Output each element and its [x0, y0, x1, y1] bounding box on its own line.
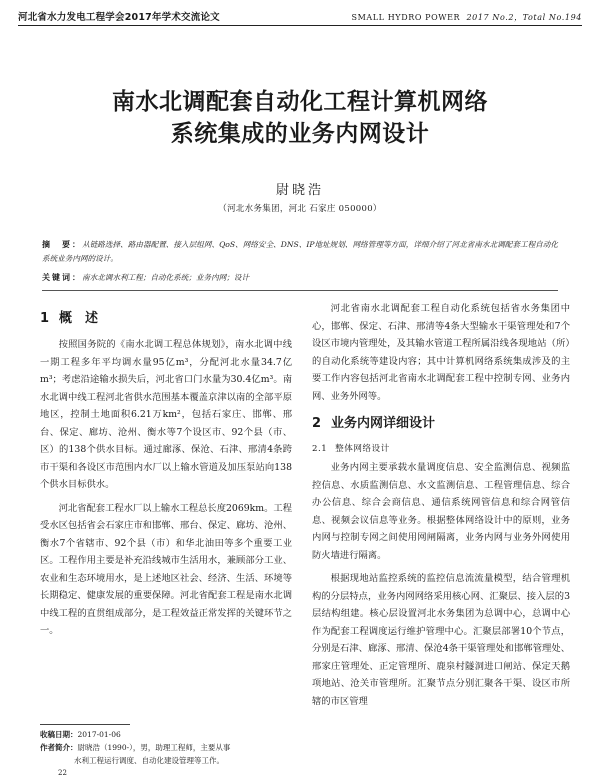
subsection-number: 2.1 [312, 444, 328, 454]
section-title: 概 述 [59, 311, 99, 326]
paragraph: 河北省南水北调配套工程自动化系统包括省水务集团中心，邯郸、保定、石津、邢清等4条大型输水干渠管理处和7个设区市境内管理处，及其输水管道工程所属沿线各现地站（所）的自动化系统等建设内容；其中计算机网络系统集成涉及的主要工作内容包括河北省南水北调配套工程中控制专网、业务内网、业务外网等。 [312, 303, 570, 402]
author-affiliation: （河北水务集团，河北 石家庄 050000） [218, 204, 382, 214]
abstract [42, 238, 558, 266]
subsection-title: 整体网络设计 [335, 444, 390, 454]
title-line-2: 系统集成的业务内网设计 [170, 121, 430, 147]
journal-issue: 2017 No.2，Total No.194 [466, 13, 582, 22]
author-bio-line-1: 尉晓浩（1990-），男，助理工程师，主要从事 [77, 743, 231, 752]
received-value: 2017-01-06 [77, 730, 121, 739]
received-date [40, 728, 298, 741]
page-number: 22 [58, 769, 67, 777]
author-bio [40, 741, 298, 754]
footnote [40, 728, 298, 767]
section-number: 1 [40, 311, 50, 326]
running-header [18, 10, 582, 26]
section-1-heading [40, 308, 292, 330]
journal-name: SMALL HYDRO POWER [351, 13, 461, 22]
left-column [40, 300, 292, 640]
paragraph: 按照国务院的《南水北调工程总体规划》，南水北调中线一期工程多年平均调水量95亿m³，分配河北水量34.7亿m³；考虑沿途输水损失后，河北省口门水量为30.4亿m³。南水北调中线工程河北省供水范围基本覆盖京津以南的全部平原地区，控制土地面积6.21万km²，包括石家庄、邯郸、邢台、保定、廊坊、沧州、衡水等7个设区市、92个县（市、区）的138个供水目标。通过廊涿、保沧、石津、邢清4条跨市干渠和各设区市范围内水厂以上输水管道及加压泵站向138个供水目标供水。 [40, 339, 292, 490]
paragraph: 根据现地站监控系统的监控信息流流量模型，结合管理机构的分层特点，业务内网网络采用核心网、汇聚层、接入层的3层结构组建。核心层设置河北水务集团为总调中心，总调中心作为配套工程调度运行维护管理中心。汇聚层部署10个节点，分别是石津、廊涿、邢清、保沧4条干渠管理处和邯郸管理处、邢家庄管理处、正定管理所、鹿泉村隧洞进口闸站、保定天鹅项地站、沧关市管理所。汇聚节点分别汇聚各干渠、设区市所辖的市区管理 [312, 573, 570, 707]
keywords [42, 271, 558, 285]
author-bio-line-2: 水利工程运行调度、自动化建设管理等工作。 [74, 756, 224, 765]
keywords-text: 南水北调水利工程；自动化系统；业务内网；设计 [82, 273, 250, 282]
paper-title [40, 86, 560, 150]
author-bio-label: 作者简介： [40, 743, 78, 752]
title-line-1: 南水北调配套自动化工程计算机网络 [112, 89, 488, 115]
abstract-divider [42, 290, 558, 291]
footnote-divider [40, 724, 130, 725]
section-2-heading [312, 413, 570, 435]
keywords-label: 关键词： [42, 273, 82, 282]
journal-header-left: 河北省水力发电工程学会2017年学术交流论文 [18, 12, 220, 23]
section-number: 2 [312, 416, 322, 431]
paragraph: 河北省配套工程水厂以上输水工程总长度2069km。工程受水区包括省会石家庄市和邯郸、邢台、保定、廊坊、沧州、衡水7个省辖市、92个县（市）和华北油田等多个重要工业区。工程作用主要是补充沿线城市生活用水，兼顾部分工业、农业和生态环境用水，是上述地区社会、经济、生活、环境等长期稳定、健康发展的重要保障。河北省配套工程是南水北调中线工程的直贯组成部分，是工程效益正常发挥的关键环节之一。 [40, 502, 292, 636]
subsection-2-1-heading [312, 441, 570, 457]
paragraph: 业务内网主要承载水量调度信息、安全监测信息、视频监控信息、水质监测信息、水文监测信息、工程管理信息、综合办公信息、综合会商信息、通信系统网管信息和综合网管信息、视频会议信息等业务。根据整体网络设计中的原则，业务内网与控制专网之间使用网闸隔离，业务内网与业务外网使用防火墙进行隔离。 [312, 462, 570, 561]
received-label: 收稿日期： [40, 730, 78, 739]
author-name: 尉晓浩 [275, 183, 324, 198]
abstract-text: 从链路选择、路由器配置、接入层组网、QoS、网络安全、DNS、IP地址规划、网络管理等方面，详细介绍了河北省南水北调配套工程自动化系统业务内网的设计。 [42, 240, 558, 263]
right-column [312, 300, 570, 710]
journal-header-right [352, 12, 582, 23]
section-title: 业务内网详细设计 [331, 416, 436, 431]
abstract-label: 摘 要： [42, 240, 83, 249]
